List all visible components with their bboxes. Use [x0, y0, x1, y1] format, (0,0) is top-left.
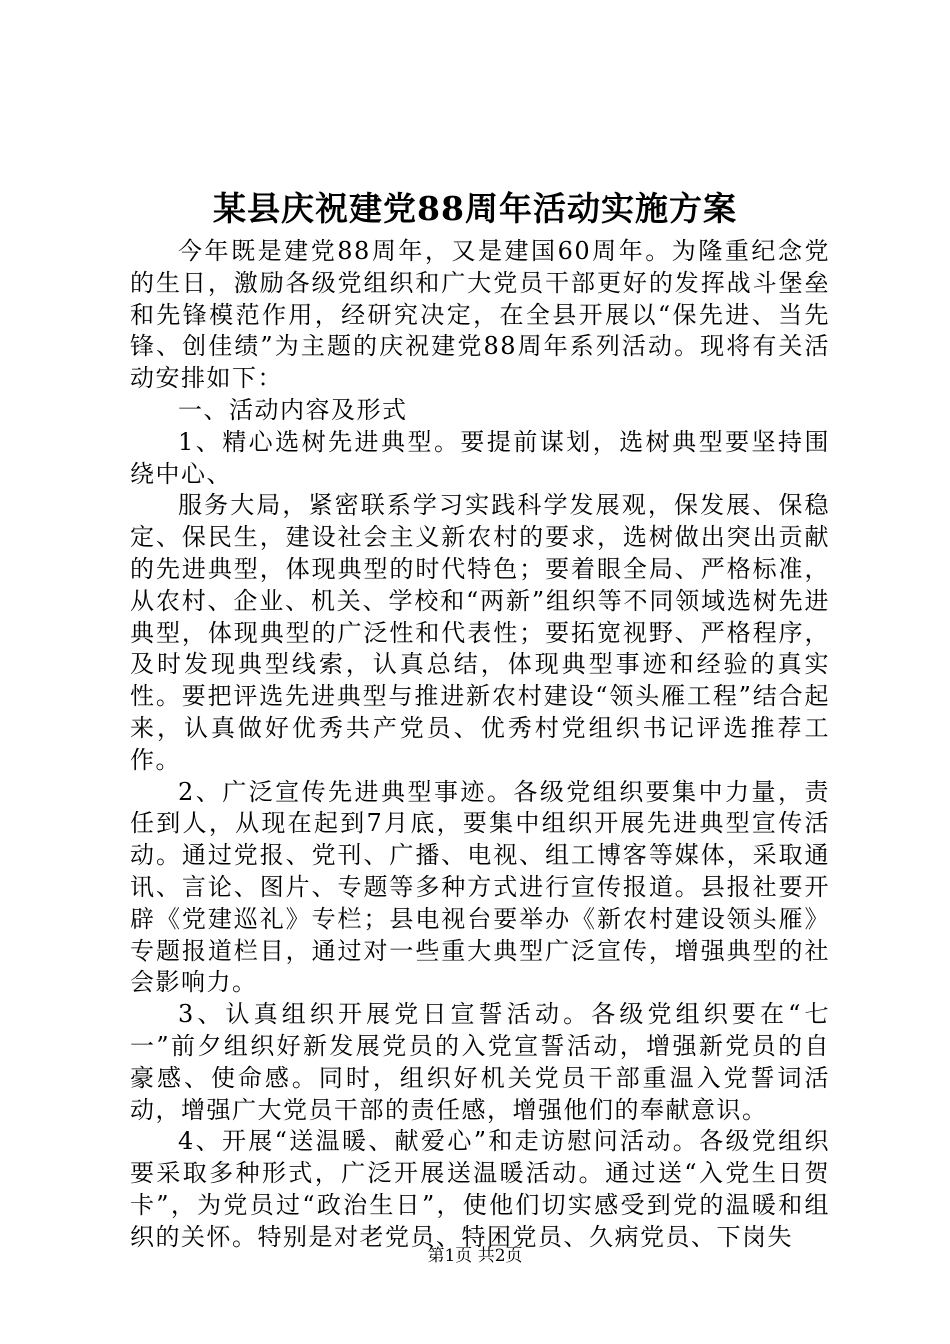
paragraph-intro: 今年既是建党88周年，又是建国60周年。为隆重纪念党的生日，激励各级党组织和广大党员干部更好的发挥战斗堡垒和先锋模范作用，经研究决定，在全县开展以“保先进、当先锋、创佳绩”为主题的庆祝建党88周年系列活动。现将有关活动安排如下：: [130, 237, 830, 393]
document-body: [130, 236, 830, 1254]
paragraph-item-2: 2、广泛宣传先进典型事迹。各级党组织要集中力量，责任到人，从现在起到7月底，要集中组织开展先进典型宣传活动。通过党报、党刊、广播、电视、组工博客等媒体，采取通讯、言论、图片、专题等多种方式进行宣传报道。县报社要开辟《党建巡礼》专栏；县电视台要举办《新农村建设领头雁》专题报道栏目，通过对一些重大典型广泛宣传，增强典型的社会影响力。: [130, 777, 830, 997]
paragraph-item-1-continued: 服务大局，紧密联系学习实践科学发展观，保发展、保稳定、保民生，建设社会主义新农村的要求，选树做出突出贡献的先进典型，体现典型的时代特色；要着眼全局、严格标准，从农村、企业、机关、学校和“两新”组织等不同领域选树先进典型，体现典型的广泛性和代表性；要拓宽视野、严格程序，及时发现典型线索，认真总结，体现典型事迹和经验的真实性。要把评选先进典型与推进新农村建设“领头雁工程”结合起来，认真做好优秀共产党员、优秀村党组织书记评选推荐工作。: [130, 491, 830, 774]
paragraph-item-1: 1、精心选树先进典型。要提前谋划，选树典型要坚持围绕中心、: [130, 427, 830, 488]
section-heading: 一、活动内容及形式: [178, 395, 408, 424]
page-number-footer: 第1页 共2页: [427, 1246, 523, 1266]
document-title: 某县庆祝建党88周年活动实施方案: [213, 189, 737, 228]
paragraph-item-4: 4、开展“送温暖、献爱心”和走访慰问活动。各级党组织要采取多种形式，广泛开展送温暖活动。通过送“入党生日贺卡”，为党员过“政治生日”，使他们切实感受到党的温暖和组织的关怀。特别是对老党员、特困党员、久病党员、下岗失: [130, 1127, 830, 1251]
paragraph-item-3: 3、认真组织开展党日宣誓活动。各级党组织要在“七一”前夕组织好新发展党员的入党宣誓活动，增强新党员的自豪感、使命感。同时，组织好机关党员干部重温入党誓词活动，增强广大党员干部的责任感，增强他们的奉献意识。: [130, 1000, 830, 1124]
